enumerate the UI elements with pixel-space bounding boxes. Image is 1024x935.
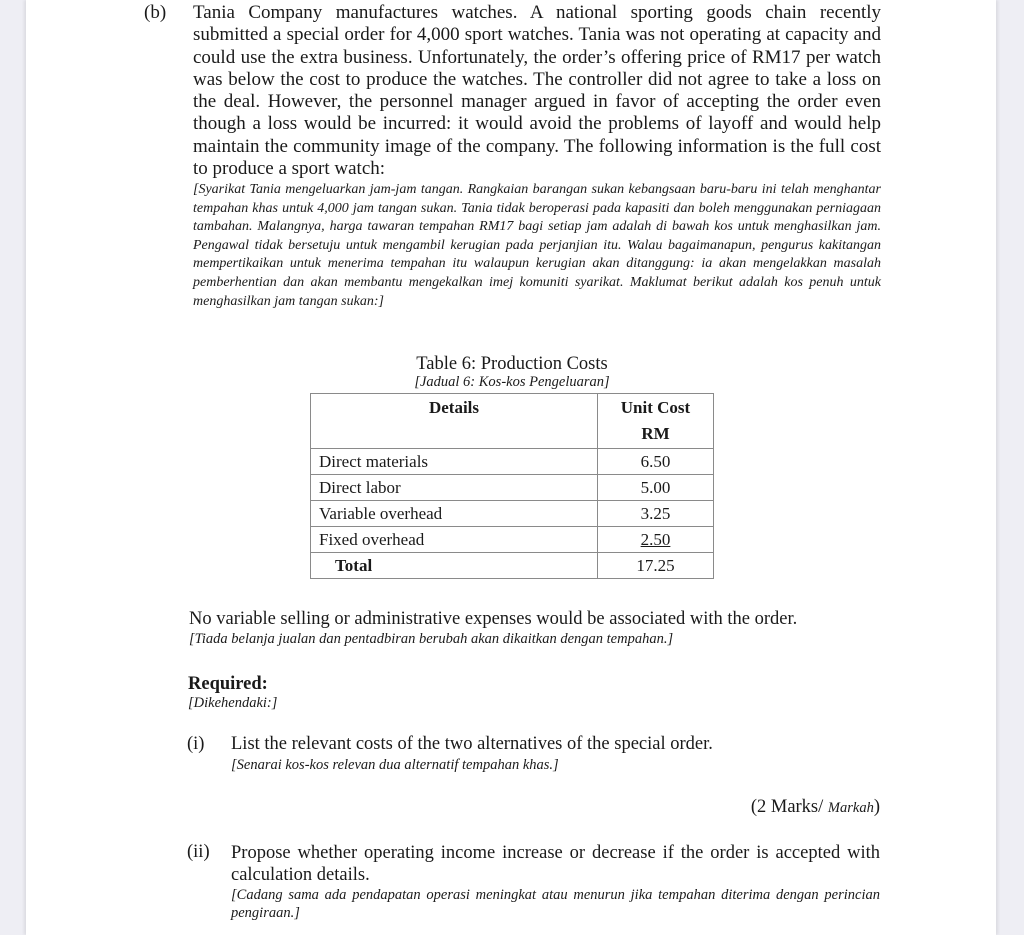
row-item: Variable overhead bbox=[311, 501, 598, 527]
row-item: Direct labor bbox=[311, 475, 598, 501]
table-row bbox=[311, 449, 714, 475]
sub-question-ii-english: Propose whether operating income increase or decrease if the order is accepted with calculation details. bbox=[231, 843, 880, 885]
total-value: 17.25 bbox=[598, 553, 714, 579]
table-header-row bbox=[311, 394, 714, 449]
header-unit-cost-label: Unit Cost bbox=[620, 398, 691, 417]
row-value: 6.50 bbox=[598, 449, 714, 475]
required-heading: Required: bbox=[188, 674, 268, 694]
row-value: 3.25 bbox=[598, 501, 714, 527]
header-details: Details bbox=[311, 394, 598, 449]
row-item: Direct materials bbox=[311, 449, 598, 475]
sub-question-ii-malay: [Cadang sama ada pendapatan operasi meningkat atau menurun jika tempahan diterima dengan perincian pengiraan.] bbox=[231, 887, 880, 921]
table-total-row bbox=[311, 553, 714, 579]
table-row bbox=[311, 501, 714, 527]
note-english: No variable selling or administrative expenses would be associated with the order. bbox=[189, 609, 798, 629]
table-subtitle: [Jadual 6: Kos-kos Pengeluaran] bbox=[414, 374, 610, 390]
sub-question-i-english: List the relevant costs of the two alternatives of the special order. bbox=[231, 734, 713, 754]
marks-allocation bbox=[751, 797, 880, 818]
question-paragraph-english: Tania Company manufactures watches. A national sporting goods chain recently submitted a special order for 4,000 sport watches. Tania was not operating at capacity and could use the extra business. Unfortunately, the order’s offering price of RM17 per watch was below the cost to produce the watches. The controller did not agree to take a loss on the deal. However, the personnel manager argued in favor of accepting the order even though a loss would be incurred: it would avoid the problems of layoff and would help maintain the community image of the company. The following information is the full cost to produce a sport watch: bbox=[193, 2, 881, 180]
marks-english: (2 Marks/ bbox=[750, 797, 824, 817]
required-heading-malay: [Dikehendaki:] bbox=[188, 695, 278, 711]
question-paragraph-malay: [Syarikat Tania mengeluarkan jam-jam tangan. Rangkaian barangan sukan kebangsaan baru-baru ini telah menghantar tempahan khas untuk 4,000 jam tangan sukan. Tania tidak beroperasi pada kapasiti dan boleh menggunakan perniagaan tambahan. Malangnya, harga tawaran tempahan RM17 bagi setiap jam adalah di bawah kos untuk menghasilkan jam. Pengawal tidak bersetuju untuk mengambil kerugian pada perjanjian itu. Walau bagaimanapun, pengurus kakitangan mempertikaikan untuk menerima tempahan itu walaupun kerugian akan ditanggung: ia akan mengelakkan masalah pemberhentian dan akan membantu mengekalkan imej komuniti syarikat. Maklumat berikut adalah kos penuh untuk menghasilkan jam tangan sukan:] bbox=[193, 182, 881, 309]
total-label: Total bbox=[311, 553, 598, 579]
marks-close: ) bbox=[873, 797, 880, 817]
sub-question-label-i: (i) bbox=[187, 734, 205, 754]
sub-question-i-malay: [Senarai kos-kos relevan dua alternatif tempahan khas.] bbox=[231, 757, 559, 773]
question-label: (b) bbox=[144, 2, 167, 23]
table-row bbox=[311, 475, 714, 501]
table-title: Table 6: Production Costs bbox=[416, 354, 608, 374]
note-malay: [Tiada belanja jualan dan pentadbiran berubah akan dikaitkan dengan tempahan.] bbox=[189, 631, 674, 647]
row-value: 5.00 bbox=[598, 475, 714, 501]
row-value-underlined: 2.50 bbox=[640, 530, 671, 549]
document-page bbox=[26, 0, 996, 935]
row-value bbox=[598, 527, 714, 553]
table-row bbox=[311, 527, 714, 553]
row-item: Fixed overhead bbox=[311, 527, 598, 553]
production-costs-table bbox=[310, 393, 714, 579]
sub-question-label-ii: (ii) bbox=[187, 842, 210, 862]
header-unit-cost bbox=[598, 394, 714, 449]
marks-malay: Markah bbox=[827, 800, 874, 816]
header-unit-currency: RM bbox=[641, 424, 670, 443]
